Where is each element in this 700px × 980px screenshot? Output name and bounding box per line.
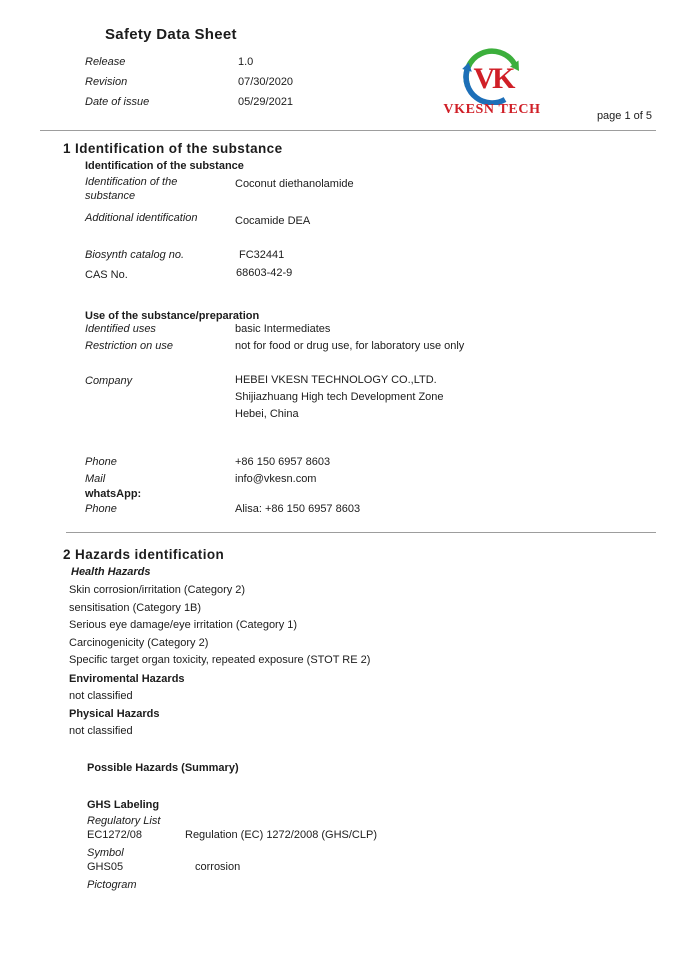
field-value-cas-no: 68603-42-9 (236, 267, 293, 279)
logo-monogram: VK (473, 62, 513, 95)
field-label-catalog-no: Biosynth catalog no. (85, 249, 185, 261)
field-value-mail: info@vkesn.com (235, 473, 317, 485)
company-address-block (235, 372, 444, 423)
company-address-line: Shijiazhuang High tech Development Zone (235, 391, 444, 403)
health-hazards-subheading: Health Hazards (71, 566, 151, 578)
regulatory-code: EC1272/08 (87, 829, 143, 841)
use-subheading: Use of the substance/preparation (85, 310, 260, 322)
meta-value-revision: 07/30/2020 (238, 76, 294, 88)
section2-heading: 2 Hazards identification (63, 547, 225, 562)
environmental-hazards-subheading: Enviromental Hazards (69, 673, 185, 685)
identification-subheading: Identification of the substance (85, 160, 244, 172)
meta-label-revision: Revision (85, 76, 128, 88)
symbol-value: corrosion (195, 861, 241, 873)
section1-heading: 1 Identification of the substance (63, 141, 283, 156)
ghs-labeling-subheading: GHS Labeling (87, 799, 160, 811)
field-label-additional-identification: Additional identification (85, 212, 198, 224)
company-logo-icon (432, 37, 552, 105)
health-hazard-item: Carcinogenicity (Category 2) (69, 637, 209, 649)
field-label-company: Company (85, 375, 133, 387)
physical-hazards-subheading: Physical Hazards (69, 708, 160, 720)
health-hazard-item: Skin corrosion/irritation (Category 2) (69, 584, 246, 596)
regulatory-value: Regulation (EC) 1272/2008 (GHS/CLP) (185, 829, 377, 841)
field-value-whatsapp-phone: Alisa: +86 150 6957 8603 (235, 503, 361, 515)
company-region-line: Hebei, China (235, 408, 299, 420)
field-value-identified-uses: basic Intermediates (235, 323, 331, 335)
field-label-identified-uses: Identified uses (85, 323, 156, 335)
meta-value-date-of-issue: 05/29/2021 (238, 96, 294, 108)
meta-value-release: 1.0 (238, 56, 254, 68)
meta-label-release: Release (85, 56, 126, 68)
field-label-restriction-on-use: Restriction on use (85, 340, 174, 352)
company-name-line: HEBEI VKESN TECHNOLOGY CO.,LTD. (235, 374, 437, 386)
field-label-mail: Mail (85, 473, 106, 485)
page-title: Safety Data Sheet (105, 26, 237, 43)
field-value-additional-identification: Cocamide DEA (235, 215, 311, 227)
health-hazard-item: sensitisation (Category 1B) (69, 602, 202, 614)
field-value-catalog-no: FC32441 (239, 249, 285, 261)
physical-hazards-value: not classified (69, 725, 133, 737)
section-divider (66, 532, 656, 533)
whatsapp-subheading: whatsApp: (85, 488, 142, 500)
field-value-phone: +86 150 6957 8603 (235, 456, 331, 468)
symbol-code: GHS05 (87, 861, 124, 873)
logo-company-name: VKESN TECH (443, 102, 541, 117)
field-label-identification: Identification of the substance (85, 176, 178, 202)
field-label-phone: Phone (85, 456, 117, 468)
field-label-whatsapp-phone: Phone (85, 503, 117, 515)
possible-hazards-subheading: Possible Hazards (Summary) (87, 762, 239, 774)
field-value-identification: Coconut diethanolamide (235, 178, 354, 190)
header-divider (40, 130, 656, 131)
meta-label-date-of-issue: Date of issue (85, 96, 150, 108)
regulatory-list-label: Regulatory List (87, 815, 161, 827)
symbol-label: Symbol (87, 847, 124, 859)
health-hazard-item: Specific target organ toxicity, repeated exposure (STOT RE 2) (69, 654, 371, 666)
page-indicator: page 1 of 5 (596, 110, 652, 122)
environmental-hazards-value: not classified (69, 690, 133, 702)
field-label-cas-no: CAS No. (85, 269, 128, 281)
health-hazard-item: Serious eye damage/eye irritation (Category 1) (69, 619, 298, 631)
pictogram-label: Pictogram (87, 879, 137, 891)
field-value-restriction-on-use: not for food or drug use, for laboratory use only (235, 340, 465, 352)
